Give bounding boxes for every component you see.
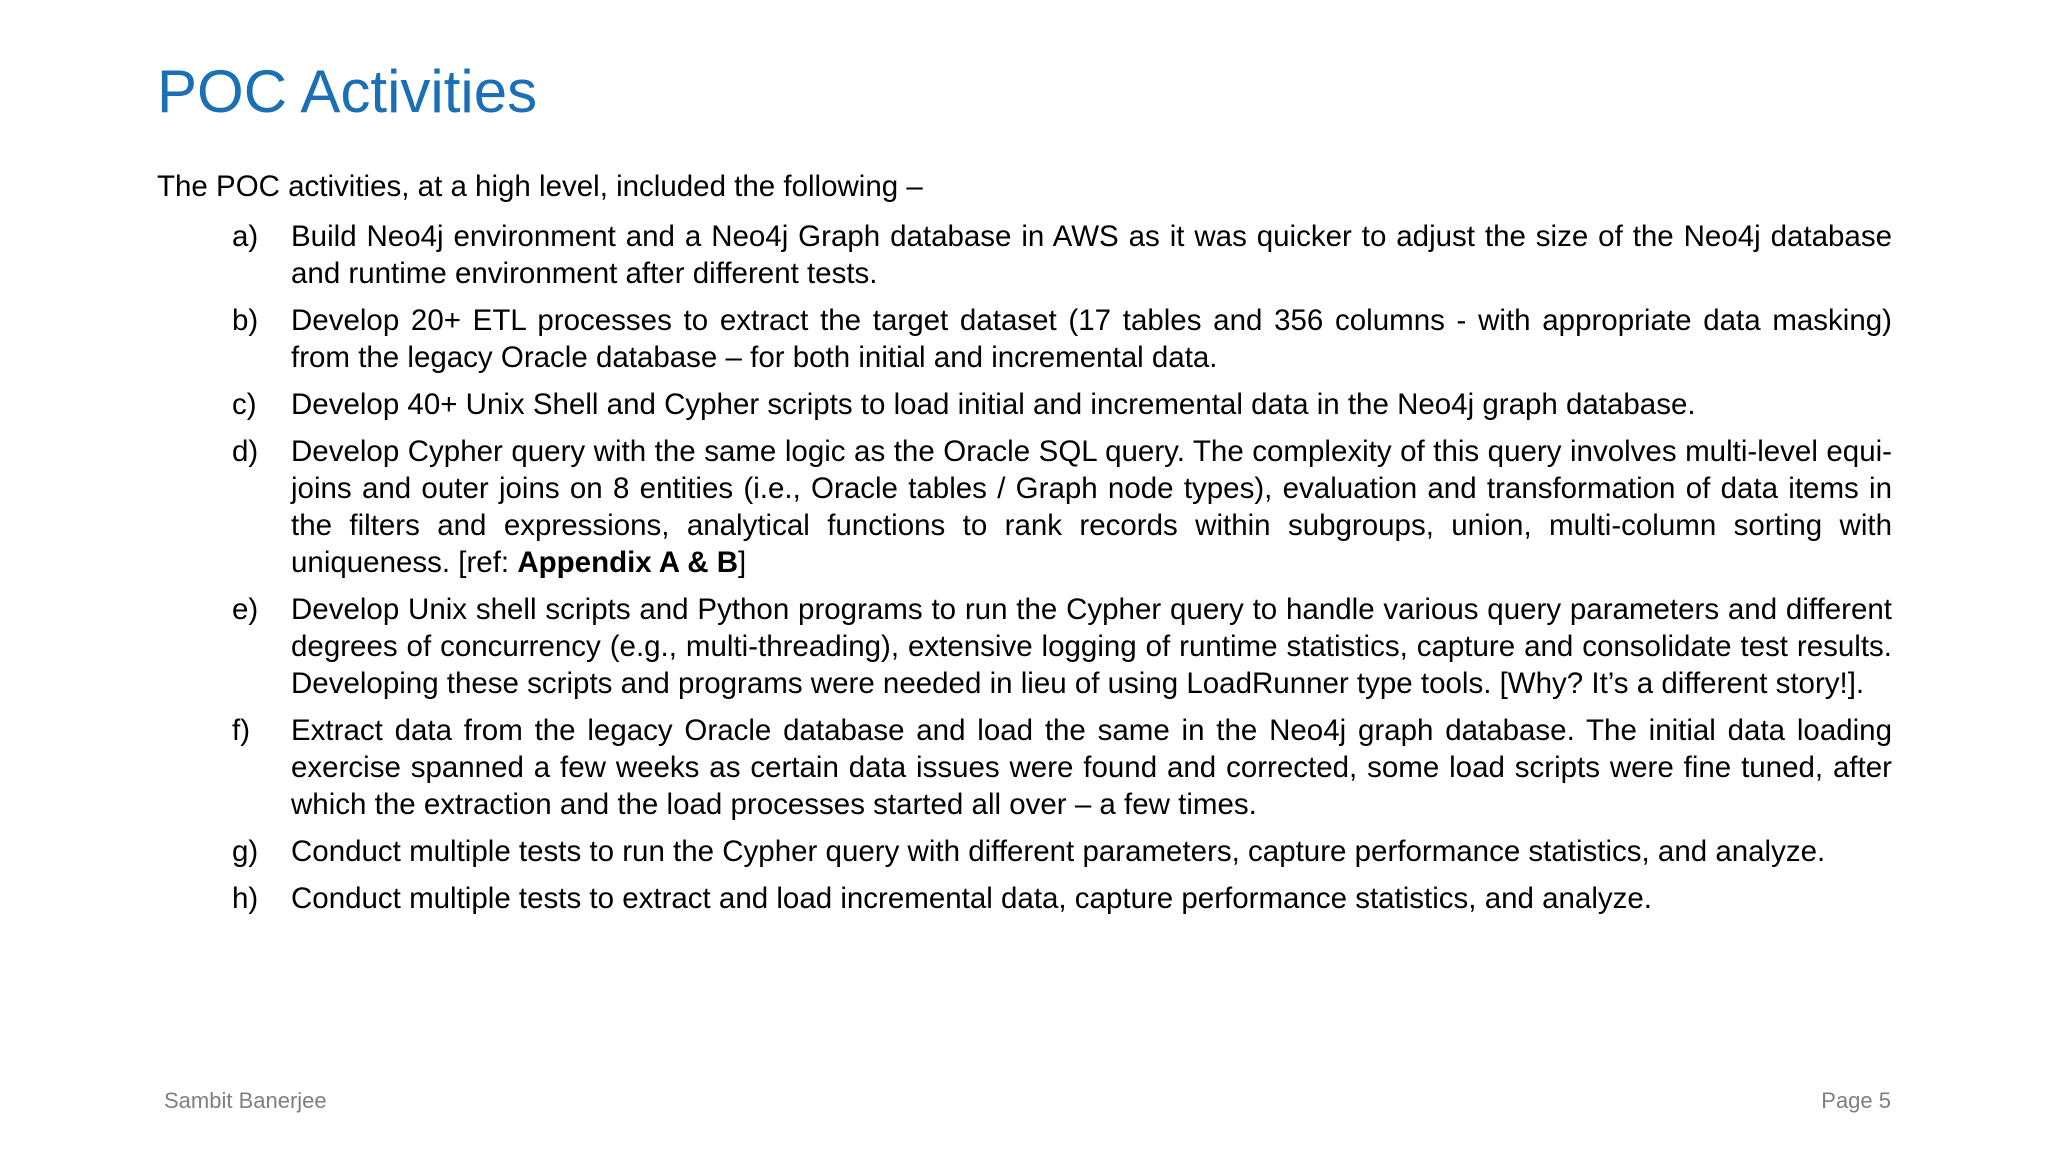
list-item	[232, 880, 1892, 917]
list-item-suffix: ]	[738, 546, 747, 579]
list-item	[232, 591, 1892, 702]
list-marker: f)	[232, 714, 251, 747]
list-item	[232, 386, 1892, 423]
list-item	[232, 302, 1892, 376]
appendix-reference: Appendix A & B	[517, 546, 739, 579]
footer-author: Sambit Banerjee	[164, 1088, 327, 1113]
list-marker: e)	[232, 593, 259, 626]
list-marker: g)	[232, 835, 259, 868]
list-item-text: Develop Cypher query with the same logic as the Oracle SQL query. The complexity of this query involves multi-level equi-joins and outer joins on 8 entities (i.e., Oracle tables / Graph node types), evaluation and transformation of data items in the filters and expressions, analytical functions to rank records within subgroups, union, multi-column sorting with uniqueness. [ref:	[291, 435, 1892, 579]
list-item	[232, 712, 1892, 823]
list-marker: h)	[232, 882, 259, 915]
list-item-text: Conduct multiple tests to extract and load incremental data, capture performance statistics, and analyze.	[291, 882, 1652, 915]
list-marker: a)	[232, 220, 259, 253]
list-item-text: Develop 40+ Unix Shell and Cypher scripts to load initial and incremental data in the Neo4j graph database.	[291, 388, 1696, 421]
list-item-text-wrapper	[291, 433, 1892, 581]
activity-list	[232, 218, 1892, 927]
list-marker: d)	[232, 435, 259, 468]
slide-title: POC Activities	[157, 58, 538, 125]
list-item	[232, 218, 1892, 292]
list-item-text: Extract data from the legacy Oracle database and load the same in the Neo4j graph database. The initial data loading exercise spanned a few weeks as certain data issues were found and corrected, some load scripts were fine tuned, after which the extraction and the load processes started all over – a few times.	[291, 714, 1892, 821]
footer-page-number: Page 5	[1821, 1088, 1891, 1113]
list-item	[232, 433, 1892, 581]
list-marker: b)	[232, 304, 259, 337]
list-marker: c)	[232, 388, 257, 421]
list-item-text: Build Neo4j environment and a Neo4j Graph database in AWS as it was quicker to adjust the size of the Neo4j database and runtime environment after different tests.	[291, 220, 1892, 290]
list-item-text: Develop Unix shell scripts and Python programs to run the Cypher query to handle various query parameters and different degrees of concurrency (e.g., multi-threading), extensive logging of runtime statistics, capture and consolidate test results. Developing these scripts and programs were needed in lieu of using LoadRunner type tools. [Why? It’s a different story!].	[291, 593, 1892, 700]
intro-text: The POC activities, at a high level, included the following –	[157, 170, 923, 203]
list-item-text: Conduct multiple tests to run the Cypher query with different parameters, capture performance statistics, and analyze.	[291, 835, 1826, 868]
list-item	[232, 833, 1892, 870]
list-item-text: Develop 20+ ETL processes to extract the target dataset (17 tables and 356 columns - with appropriate data masking) from the legacy Oracle database – for both initial and incremental data.	[291, 304, 1892, 374]
